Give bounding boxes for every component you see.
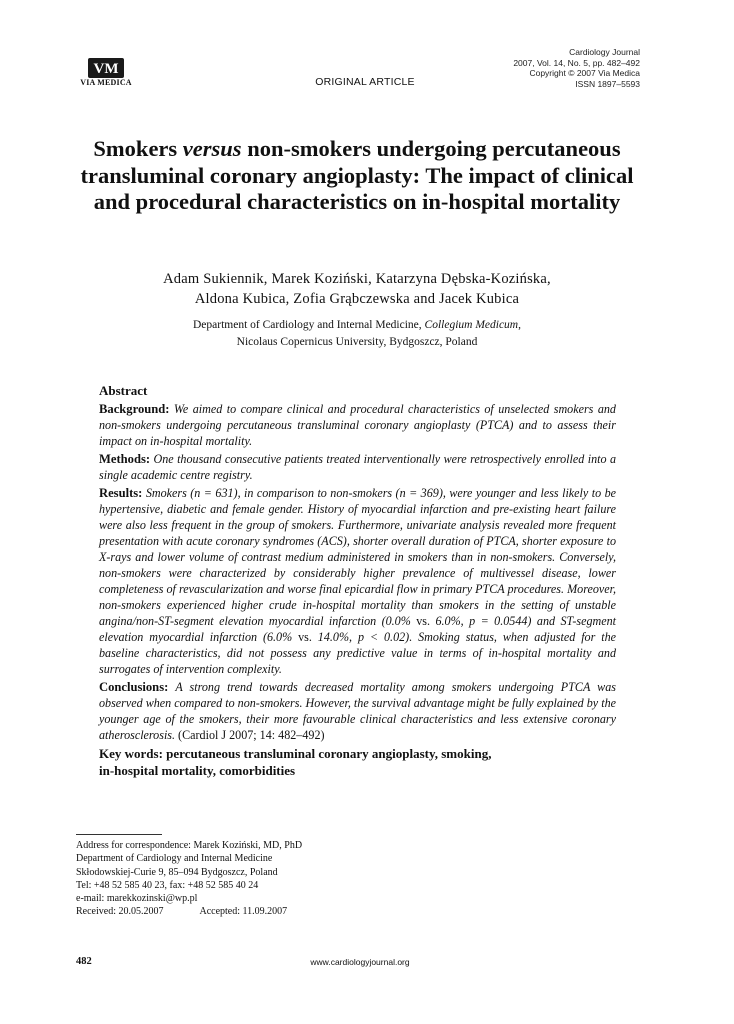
abstract xyxy=(99,383,616,779)
conclusions-text: A strong trend towards decreased mortality among smokers undergoing PTCA was observed when compared to non-smokers. However, the survival advantage might be fully explained by the younger age of the smokers, their more favourable clinical characteristics and less extensive coronary atherosclerosis. xyxy=(99,680,616,742)
correspondence-address: Address for correspondence: Marek Koziński, MD, PhD xyxy=(76,840,303,851)
article-type: ORIGINAL ARTICLE xyxy=(315,76,415,88)
abstract-heading: Abstract xyxy=(99,383,148,398)
journal-copyright: Copyright © 2007 Via Medica xyxy=(529,68,640,78)
affiliation xyxy=(60,317,654,351)
author-line-2: Aldona Kubica, Zofia Grąbczewska and Jacek Kubica xyxy=(194,291,520,307)
author-line-1: Adam Sukiennik, Marek Koziński, Katarzyna Dębska-Kozińska, xyxy=(163,271,551,287)
logo-text: VIA MEDICA xyxy=(80,78,132,87)
logo-monogram: VM xyxy=(93,61,119,77)
journal-info xyxy=(513,47,640,89)
abstract-results: Results: Smokers (n = 631), in comparison to non-smokers (n = 369), were younger and less likely to be hypertensive, diabetic and female gender. History of myocardial infarction and pre-existing heart failure were also less frequent in the group of smokers. Furthermore, univariate analysis revealed more frequent presentation with acute coronary syndromes (ACS), shorter overall duration of PTCA, shorter exposure to X-rays and lower volume of contrast medium administered in smokers than in non-smokers. Conversely, non-smokers were characterized by considerably higher prevalence of multivessel disease, lower completeness of revascularization and worse final epicardial flow in primary PTCA procedures. Moreover, non-smokers experienced higher crude in-hospital mortality than smokers in the setting of unstable angina/non-ST-segment elevation myocardial infarction (0.0% vs. 6.0%, p = 0.0544) and ST-segment elevation myocardial infarction (6.0% vs. 14.0%, p < 0.02). Smoking status, when adjusted for the baseline characteristics, did not possess any predictive value in terms of in-hospital mortality and surrogates of intervention complexity. xyxy=(99,486,616,676)
page-number: 482 xyxy=(76,956,92,967)
journal-website[interactable]: www.cardiologyjournal.org xyxy=(310,957,410,967)
footnote-divider xyxy=(76,834,162,835)
correspondence-phone: Tel: +48 52 585 40 23, fax: +48 52 585 40 24 xyxy=(76,879,259,891)
journal-name: Cardiology Journal xyxy=(569,47,640,57)
publisher-logo xyxy=(76,58,136,88)
abstract-methods xyxy=(99,451,616,483)
received-date: Received: 20.05.2007 xyxy=(76,906,164,918)
citation: (Cardiol J 2007; 14: 482–492) xyxy=(175,728,325,742)
background-text: We aimed to compare clinical and procedural characteristics of unselected smokers and non-smokers undergoing percutaneous transluminal coronary angioplasty (PTCA) and to assess their impact on in-hospital mortality. xyxy=(99,402,616,448)
paper-title: Smokers versus non-smokers undergoing percutaneous transluminal coronary angioplasty: The impact of clinical and procedural characteristics on in-hospital mortality xyxy=(80,136,634,214)
correspondence-department: Department of Cardiology and Internal Medicine xyxy=(76,853,273,865)
abstract-conclusions xyxy=(99,679,616,743)
results-label: Results: xyxy=(99,486,143,500)
background-label: Background: xyxy=(99,402,170,416)
correspondence-footnote xyxy=(76,839,476,919)
title-italic: versus xyxy=(182,136,242,161)
dates xyxy=(76,905,476,918)
journal-issn: ISSN 1897–5593 xyxy=(575,78,640,89)
abstract-background xyxy=(99,401,616,449)
correspondence-street: Skłodowskiej-Curie 9, 85–094 Bydgoszcz, Poland xyxy=(76,866,278,878)
journal-volume: 2007, Vol. 14, No. 5, pp. 482–492 xyxy=(513,57,640,68)
correspondence-email[interactable]: e-mail: marekkozinski@wp.pl xyxy=(76,893,198,905)
author-list xyxy=(60,269,654,309)
affiliation-line-1: Department of Cardiology and Internal Medicine, Collegium Medicum, xyxy=(193,319,521,331)
methods-text: One thousand consecutive patients treated interventionally were retrospectively enrolled into a single academic centre registry. xyxy=(99,452,616,482)
accepted-date: Accepted: 11.09.2007 xyxy=(199,906,288,918)
via-medica-logo-icon xyxy=(88,58,124,78)
keywords: Key words: percutaneous transluminal coronary angioplasty, smoking, in-hospital mortality, comorbidities xyxy=(99,746,492,778)
affiliation-line-2: Nicolaus Copernicus University, Bydgoszcz, Poland xyxy=(236,336,478,348)
methods-label: Methods: xyxy=(99,452,151,466)
conclusions-label: Conclusions: xyxy=(99,680,169,694)
